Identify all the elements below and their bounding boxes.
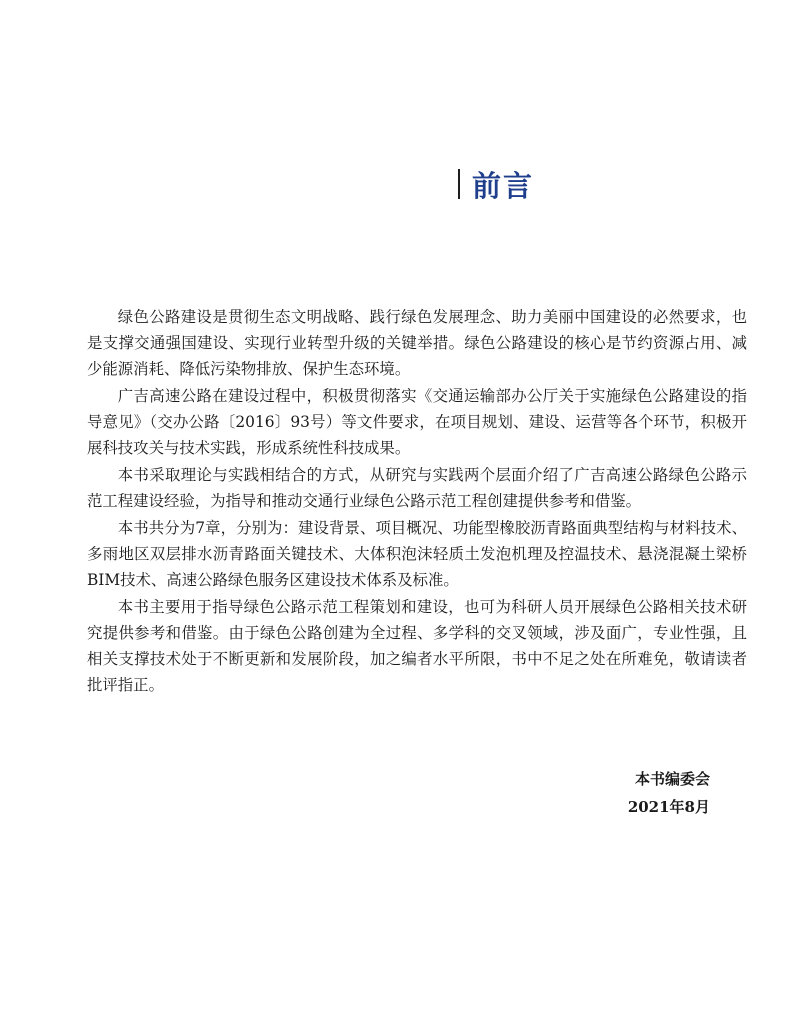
chapter-heading xyxy=(444,164,534,204)
paragraph-5: 本书主要用于指导绿色公路示范工程策划和建设，也可为科研人员开展绿色公路相关技术研究提供参考和借鉴。由于绿色公路创建为全过程、多学科的交叉领域，涉及面广，专业性强，且相关支撑技术处于不断更新和发展阶段，加之编者水平所限，书中不足之处在所难免，敬请读者批评指正。 xyxy=(87,598,747,694)
paragraph-1: 绿色公路建设是贯彻生态文明战略、践行绿色发展理念、助力美丽中国建设的必然要求，也是支撑交通强国建设、实现行业转型升级的关键举措。绿色公路建设的核心是节约资源占用、减少能源消耗、降低污染物排放、保护生态环境。 xyxy=(87,308,747,378)
signature-date: 2021年8月 xyxy=(627,798,710,816)
title-divider xyxy=(458,169,460,199)
page-title: 前言 xyxy=(472,168,535,203)
signature-author: 本书编委会 xyxy=(634,770,710,788)
paragraph-4: 本书共分为7章，分别为：建设背景、项目概况、功能型橡胶沥青路面典型结构与材料技术、多雨地区双层排水沥青路面关键技术、大体积泡沫轻质土发泡机理及控温技术、悬浇混凝土梁桥BIM技术、高速公路绿色服务区建设技术体系及标准。 xyxy=(87,519,747,589)
preface-body xyxy=(87,304,747,699)
signature-block xyxy=(560,765,710,821)
paragraph-2: 广吉高速公路在建设过程中，积极贯彻落实《交通运输部办公厅关于实施绿色公路建设的指导意见》（交办公路〔2016〕93号）等文件要求，在项目规划、建设、运营等各个环节，积极开展科技攻关与技术实践，形成系统性科技成果。 xyxy=(87,387,747,457)
paragraph-3: 本书采取理论与实践相结合的方式，从研究与实践两个层面介绍了广吉高速公路绿色公路示范工程建设经验，为指导和推动交通行业绿色公路示范工程创建提供参考和借鉴。 xyxy=(87,466,747,510)
